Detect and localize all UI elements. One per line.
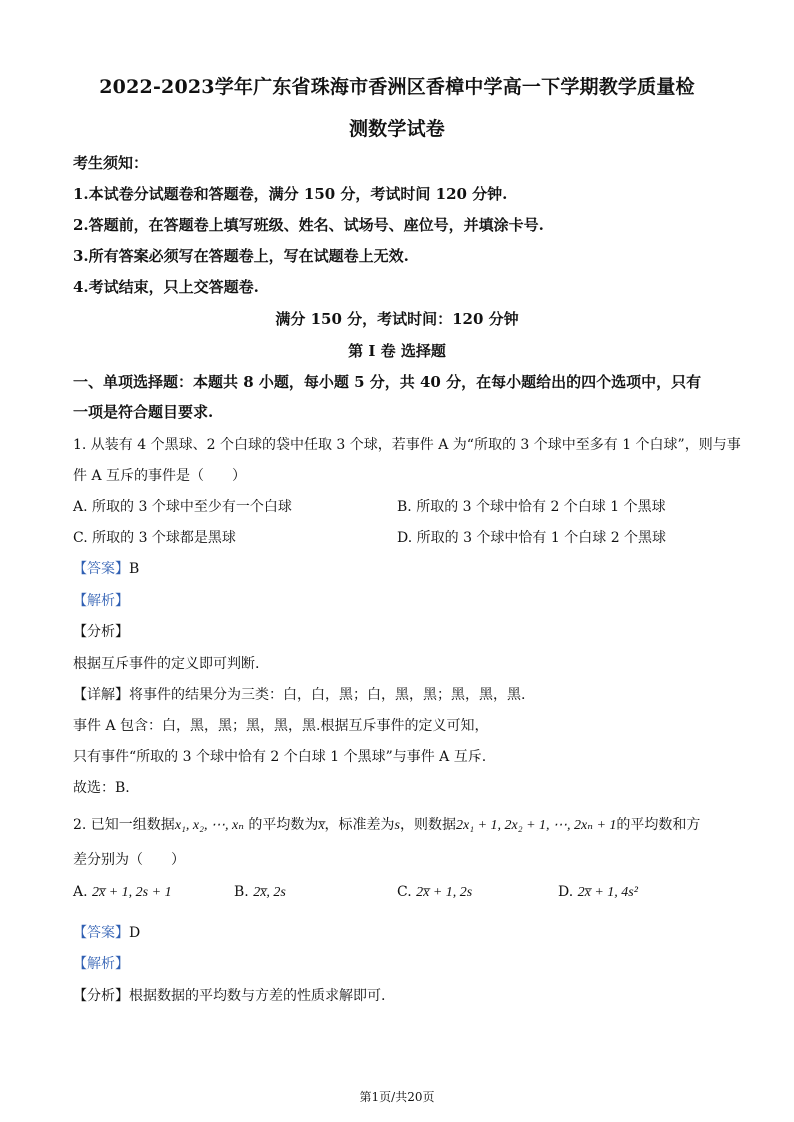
q1-detail-line-b: 只有事件“所取的 3 个球中恰有 2 个白球 1 个黑球”与事件 A 互斥. xyxy=(73,749,487,765)
q2-option-a xyxy=(73,884,172,901)
q1-option-b: B. 所取的 3 个球中恰有 2 个白球 1 个黑球 xyxy=(397,499,666,515)
q1-choice: 故选：B. xyxy=(73,780,130,796)
q1-stem-line1: 1. 从装有 4 个黑球、2 个白球的袋中任取 3 个球，若事件 A 为“所取的 3 个球中至多有 1 个白球”，则与事 xyxy=(73,437,741,453)
q2-analysis-tag: 【解析】 xyxy=(73,956,129,972)
notice-item-1: 1.本试卷分试题卷和答题卷，满分 150 分，考试时间 120 分钟. xyxy=(73,185,508,203)
q2-math-s: s xyxy=(394,818,400,833)
q1-stem-line2: 件 A 互斥的事件是（ ） xyxy=(73,468,247,484)
q1-detail-line-a: 事件 A 包含：白，黑，黑；黑，黑，黑.根据互斥事件的定义可知， xyxy=(73,718,489,734)
exam-title-line1: 2022-2023学年广东省珠海市香洲区香樟中学高一下学期教学质量检 xyxy=(99,76,695,98)
q2-text-3: ，标准差为 xyxy=(324,817,395,833)
q2-text-1: 2. 已知一组数据 xyxy=(73,817,175,833)
q2-answer-value: D xyxy=(129,925,141,941)
q2-option-d-label: D. xyxy=(558,884,574,900)
q2-option-b xyxy=(234,884,286,901)
q2-math-new-data: 2x₁ + 1, 2x₂ + 1, ⋯, 2xₙ + 1 xyxy=(456,818,617,833)
q2-math-data: x₁, x₂, ⋯, xₙ xyxy=(174,818,244,833)
answer-tag: 【答案】 xyxy=(73,561,129,577)
q1-analysis-tag: 【解析】 xyxy=(73,593,129,609)
q1-option-d: D. 所取的 3 个球中恰有 1 个白球 2 个黑球 xyxy=(397,530,667,546)
q2-option-d-expr: 2x̅ + 1, 4s² xyxy=(577,885,638,900)
part1-instructions-line1: 一、单项选择题：本题共 8 小题，每小题 5 分，共 40 分，在每小题给出的四个选项中，只有 xyxy=(73,373,702,391)
notice-item-2: 2.答题前，在答题卷上填写班级、姓名、试场号、座位号，并填涂卡号. xyxy=(73,216,544,234)
section-title: 第 I 卷 选择题 xyxy=(348,342,446,360)
answer-tag: 【答案】 xyxy=(73,925,129,941)
q2-stem-line2: 差分别为（ ） xyxy=(73,852,185,868)
q2-text-5: 的平均数和方 xyxy=(616,817,701,833)
exam-title-line2: 测数学试卷 xyxy=(348,118,445,140)
q1-fenxi-text: 根据互斥事件的定义即可判断. xyxy=(73,656,260,672)
q2-option-c-label: C. xyxy=(397,884,412,900)
q2-option-c-expr: 2x̅ + 1, 2s xyxy=(416,885,473,900)
q1-option-c: C. 所取的 3 个球都是黑球 xyxy=(73,530,236,546)
q1-answer-row xyxy=(73,558,139,578)
notice-heading: 考生须知： xyxy=(73,154,149,172)
q2-option-a-expr: 2x̅ + 1, 2s + 1 xyxy=(92,885,172,900)
q1-detail-text: 将事件的结果分为三类：白，白，黑；白，黑，黑；黑，黑，黑. xyxy=(129,687,526,703)
q1-answer-value: B xyxy=(129,561,140,577)
q2-text-2: 的平均数为 xyxy=(243,817,319,833)
q2-math-mean: x̅ xyxy=(318,818,325,833)
q2-option-b-expr: 2x̅, 2s xyxy=(253,885,286,900)
q2-fenxi-tag: 【分析】 xyxy=(73,988,129,1004)
q2-option-a-label: A. xyxy=(73,884,88,900)
q1-detail-tag: 【详解】 xyxy=(73,687,129,703)
q1-option-a: A. 所取的 3 个球中至少有一个白球 xyxy=(73,499,292,515)
score-time-line: 满分 150 分，考试时间：120 分钟 xyxy=(275,310,519,328)
page-number: 第1页/共20页 xyxy=(359,1090,435,1104)
q2-text-4: ，则数据 xyxy=(400,817,456,833)
q2-option-d xyxy=(558,884,638,901)
part1-instructions-line2: 一项是符合题目要求. xyxy=(73,403,214,421)
q1-fenxi-tag: 【分析】 xyxy=(73,624,129,640)
q1-detail-row xyxy=(73,684,525,704)
q2-fenxi-text: 根据数据的平均数与方差的性质求解即可. xyxy=(129,988,386,1004)
q2-fenxi-row xyxy=(73,985,385,1005)
q2-option-c xyxy=(397,884,472,901)
q2-answer-row xyxy=(73,922,140,942)
q2-stem-line1 xyxy=(73,814,700,834)
notice-item-4: 4.考试结束，只上交答题卷. xyxy=(73,278,259,296)
notice-item-3: 3.所有答案必须写在答题卷上，写在试题卷上无效. xyxy=(73,247,409,265)
q2-option-b-label: B. xyxy=(234,884,249,900)
